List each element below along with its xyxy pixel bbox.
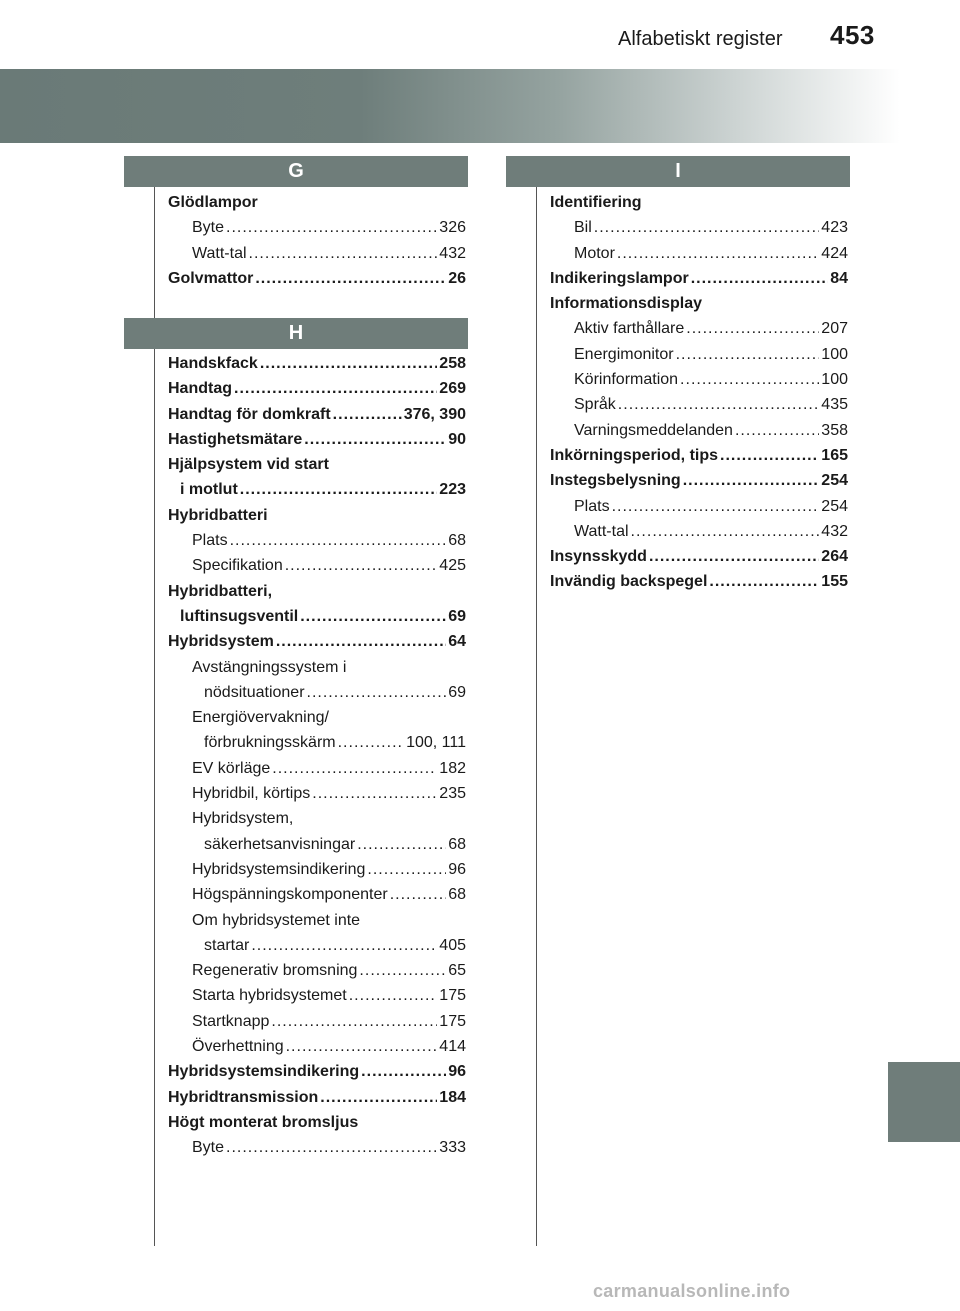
index-heading: Hybridbatteri bbox=[168, 506, 268, 524]
dot-leader bbox=[359, 958, 446, 983]
index-entry bbox=[168, 958, 466, 983]
dot-leader bbox=[349, 983, 438, 1008]
dot-leader bbox=[312, 781, 437, 806]
entry-page: 358 bbox=[821, 421, 848, 439]
entry-page: 258 bbox=[439, 355, 466, 372]
index-entry bbox=[168, 402, 466, 427]
entry-page: 96 bbox=[448, 860, 466, 878]
dot-leader bbox=[686, 316, 819, 341]
index-entry bbox=[168, 680, 466, 705]
dot-leader bbox=[367, 857, 446, 882]
entry-text: Aktiv farthållare bbox=[574, 320, 685, 338]
dot-leader bbox=[226, 1135, 437, 1160]
entry-text: Bil bbox=[574, 219, 592, 237]
index-entry bbox=[550, 443, 848, 468]
entry-text: startar bbox=[204, 936, 250, 954]
entry-text: Golvmattor bbox=[168, 269, 254, 287]
entry-text: luftinsugsventil bbox=[180, 607, 299, 625]
entry-text: Regenerativ bromsning bbox=[192, 962, 358, 980]
dot-leader bbox=[300, 604, 446, 629]
entry-text: EV körläge bbox=[192, 759, 271, 777]
index-entry bbox=[168, 1009, 466, 1034]
index-edge-tab bbox=[888, 1062, 960, 1142]
index-entry bbox=[550, 316, 848, 341]
entry-text: Motor bbox=[574, 244, 615, 262]
entry-page: 182 bbox=[439, 759, 466, 777]
dot-leader bbox=[230, 528, 447, 553]
index-entry bbox=[168, 1085, 466, 1110]
index-heading: Identifiering bbox=[550, 194, 642, 211]
dot-leader bbox=[286, 1034, 438, 1059]
dot-leader bbox=[618, 392, 820, 417]
index-entry bbox=[168, 266, 466, 291]
entry-page: 68 bbox=[448, 886, 466, 904]
index-entry bbox=[550, 468, 848, 493]
entry-page: 175 bbox=[439, 1012, 466, 1030]
entry-text: Specifikation bbox=[192, 557, 283, 575]
index-entry bbox=[550, 418, 848, 443]
dot-leader bbox=[226, 215, 437, 240]
index-entry bbox=[550, 569, 848, 594]
dot-leader bbox=[251, 933, 437, 958]
dot-leader bbox=[594, 215, 820, 240]
index-entry bbox=[550, 342, 848, 367]
entry-page: 69 bbox=[448, 607, 466, 625]
index-heading: Energiövervakning/ bbox=[192, 709, 329, 727]
dot-leader bbox=[357, 832, 446, 857]
index-group-h bbox=[168, 351, 466, 1161]
entry-page: 84 bbox=[830, 269, 848, 287]
dot-leader bbox=[249, 241, 438, 266]
index-entry bbox=[168, 857, 466, 882]
index-entry bbox=[550, 367, 848, 392]
entry-page: 207 bbox=[821, 320, 848, 338]
entry-text: Hybridsystemsindikering bbox=[168, 1063, 360, 1081]
entry-page: 100 bbox=[821, 345, 848, 363]
index-heading: Informationsdisplay bbox=[550, 295, 703, 313]
dot-leader bbox=[333, 402, 402, 427]
entry-text: Inkörningsperiod, tips bbox=[550, 446, 719, 464]
entry-text: Byte bbox=[192, 1139, 225, 1157]
entry-page: 65 bbox=[448, 962, 466, 980]
entry-text: Plats bbox=[574, 497, 610, 515]
entry-page: 223 bbox=[439, 481, 466, 499]
letter-bar-i: I bbox=[506, 156, 850, 187]
dot-leader bbox=[649, 544, 819, 569]
entry-text: Startknapp bbox=[192, 1012, 270, 1030]
dot-leader bbox=[617, 241, 819, 266]
index-group-g bbox=[168, 190, 466, 291]
index-entry bbox=[168, 477, 466, 502]
entry-page: 405 bbox=[439, 936, 466, 954]
page-header bbox=[0, 0, 960, 60]
dot-leader bbox=[612, 494, 820, 519]
entry-page: 165 bbox=[821, 446, 848, 464]
index-entry bbox=[168, 832, 466, 857]
entry-text: säkerhetsanvisningar bbox=[204, 835, 356, 853]
index-entry bbox=[550, 392, 848, 417]
dot-leader bbox=[276, 629, 446, 654]
index-entry bbox=[550, 241, 848, 266]
entry-page: 376, 390 bbox=[403, 405, 466, 423]
entry-page: 90 bbox=[448, 430, 466, 448]
dot-leader bbox=[272, 756, 437, 781]
index-entry bbox=[550, 544, 848, 569]
index-entry bbox=[550, 494, 848, 519]
entry-page: 432 bbox=[821, 522, 848, 540]
index-entry bbox=[168, 215, 466, 240]
dot-leader bbox=[271, 1009, 437, 1034]
entry-text: Körinformation bbox=[574, 371, 679, 389]
page-number: 453 bbox=[830, 20, 875, 50]
index-entry bbox=[168, 730, 466, 755]
entry-text: Hybridbil, körtips bbox=[192, 785, 311, 803]
entry-page: 175 bbox=[439, 987, 466, 1005]
index-heading: Hybridbatteri, bbox=[168, 582, 273, 600]
dot-leader bbox=[683, 468, 820, 493]
dot-leader bbox=[709, 569, 819, 594]
entry-page: 100, 111 bbox=[406, 734, 466, 752]
entry-page: 333 bbox=[439, 1139, 466, 1157]
index-entry bbox=[168, 376, 466, 401]
entry-text: nödsituationer bbox=[204, 683, 305, 701]
dot-leader bbox=[240, 477, 438, 502]
entry-text: Hybridtransmission bbox=[168, 1088, 319, 1106]
entry-page: 68 bbox=[448, 835, 466, 853]
dot-leader bbox=[307, 680, 447, 705]
dot-leader bbox=[676, 342, 820, 367]
entry-page: 264 bbox=[821, 548, 848, 566]
dot-leader bbox=[361, 1059, 446, 1084]
entry-text: Högspänningskomponenter bbox=[192, 886, 388, 904]
watermark: carmanualsonline.info bbox=[593, 1281, 791, 1301]
entry-text: förbrukningsskärm bbox=[204, 734, 336, 752]
index-entry bbox=[550, 266, 848, 291]
index-heading: Hybridsystem, bbox=[192, 810, 294, 828]
dot-leader bbox=[260, 351, 437, 376]
entry-text: Överhettning bbox=[192, 1038, 284, 1056]
index-entry bbox=[168, 604, 466, 629]
index-entry bbox=[550, 215, 848, 240]
index-entry bbox=[168, 1034, 466, 1059]
entry-text: Invändig backspegel bbox=[550, 573, 708, 591]
entry-page: 96 bbox=[448, 1063, 466, 1081]
dot-leader bbox=[680, 367, 819, 392]
index-entry bbox=[168, 351, 466, 376]
index-entry bbox=[168, 933, 466, 958]
entry-page: 423 bbox=[821, 219, 848, 237]
entry-text: i motlut bbox=[180, 481, 238, 499]
letter-bar-g: G bbox=[124, 156, 468, 187]
dot-leader bbox=[720, 443, 819, 468]
entry-text: Språk bbox=[574, 396, 616, 414]
index-entry bbox=[168, 241, 466, 266]
entry-text: Instegsbelysning bbox=[550, 472, 681, 490]
entry-page: 100 bbox=[821, 371, 848, 389]
entry-text: Energimonitor bbox=[574, 345, 674, 363]
entry-text: Byte bbox=[192, 219, 225, 237]
section-title: Alfabetiskt register bbox=[618, 28, 783, 50]
entry-text: Handskfack bbox=[168, 355, 258, 372]
entry-page: 68 bbox=[448, 532, 466, 550]
dot-leader bbox=[234, 376, 437, 401]
entry-text: Watt-tal bbox=[192, 244, 247, 262]
entry-page: 69 bbox=[448, 683, 466, 701]
entry-page: 235 bbox=[439, 785, 466, 803]
index-group-i bbox=[550, 190, 848, 595]
index-entry bbox=[168, 983, 466, 1008]
dot-leader bbox=[285, 553, 438, 578]
index-heading: Avstängningssystem i bbox=[192, 658, 347, 676]
index-heading: Glödlampor bbox=[168, 194, 258, 211]
entry-text: Insynsskydd bbox=[550, 548, 647, 566]
index-entry bbox=[168, 427, 466, 452]
index-entry bbox=[550, 519, 848, 544]
entry-text: Varningsmeddelanden bbox=[574, 421, 733, 439]
right-column-rule bbox=[536, 186, 537, 1246]
index-entry bbox=[168, 1059, 466, 1084]
index-entry bbox=[168, 882, 466, 907]
index-heading: Högt monterat bromsljus bbox=[168, 1113, 359, 1131]
dot-leader bbox=[691, 266, 829, 291]
header-banner bbox=[0, 69, 900, 143]
index-entry bbox=[168, 528, 466, 553]
dot-leader bbox=[320, 1085, 437, 1110]
entry-text: Handtag för domkraft bbox=[168, 405, 331, 423]
dot-leader bbox=[255, 266, 446, 291]
dot-leader bbox=[304, 427, 446, 452]
entry-page: 326 bbox=[439, 219, 466, 237]
entry-text: Handtag bbox=[168, 380, 232, 398]
entry-page: 414 bbox=[439, 1038, 466, 1056]
entry-text: Hybridsystem bbox=[168, 633, 274, 651]
index-entry bbox=[168, 553, 466, 578]
index-heading: Om hybridsystemet inte bbox=[192, 911, 361, 929]
entry-page: 435 bbox=[821, 396, 848, 414]
dot-leader bbox=[631, 519, 820, 544]
entry-page: 425 bbox=[439, 557, 466, 575]
entry-page: 432 bbox=[439, 244, 466, 262]
index-entry bbox=[168, 756, 466, 781]
entry-page: 424 bbox=[821, 244, 848, 262]
dot-leader bbox=[735, 418, 819, 443]
entry-text: Starta hybridsystemet bbox=[192, 987, 347, 1005]
index-entry bbox=[168, 629, 466, 654]
entry-text: Hybridsystemsindikering bbox=[192, 860, 366, 878]
entry-text: Watt-tal bbox=[574, 522, 629, 540]
entry-page: 155 bbox=[821, 573, 848, 591]
index-entry bbox=[168, 1135, 466, 1160]
index-heading: Hjälpsystem vid start bbox=[168, 456, 329, 474]
entry-text: Plats bbox=[192, 532, 228, 550]
entry-text: Indikeringslampor bbox=[550, 269, 689, 287]
entry-page: 269 bbox=[439, 380, 466, 398]
entry-text: Hastighetsmätare bbox=[168, 430, 303, 448]
letter-bar-h: H bbox=[124, 318, 468, 349]
entry-page: 254 bbox=[821, 472, 848, 490]
entry-page: 64 bbox=[448, 633, 466, 651]
entry-page: 26 bbox=[448, 269, 466, 287]
dot-leader bbox=[390, 882, 447, 907]
entry-page: 254 bbox=[821, 497, 848, 515]
dot-leader bbox=[338, 730, 404, 755]
entry-page: 184 bbox=[439, 1088, 466, 1106]
index-entry bbox=[168, 781, 466, 806]
